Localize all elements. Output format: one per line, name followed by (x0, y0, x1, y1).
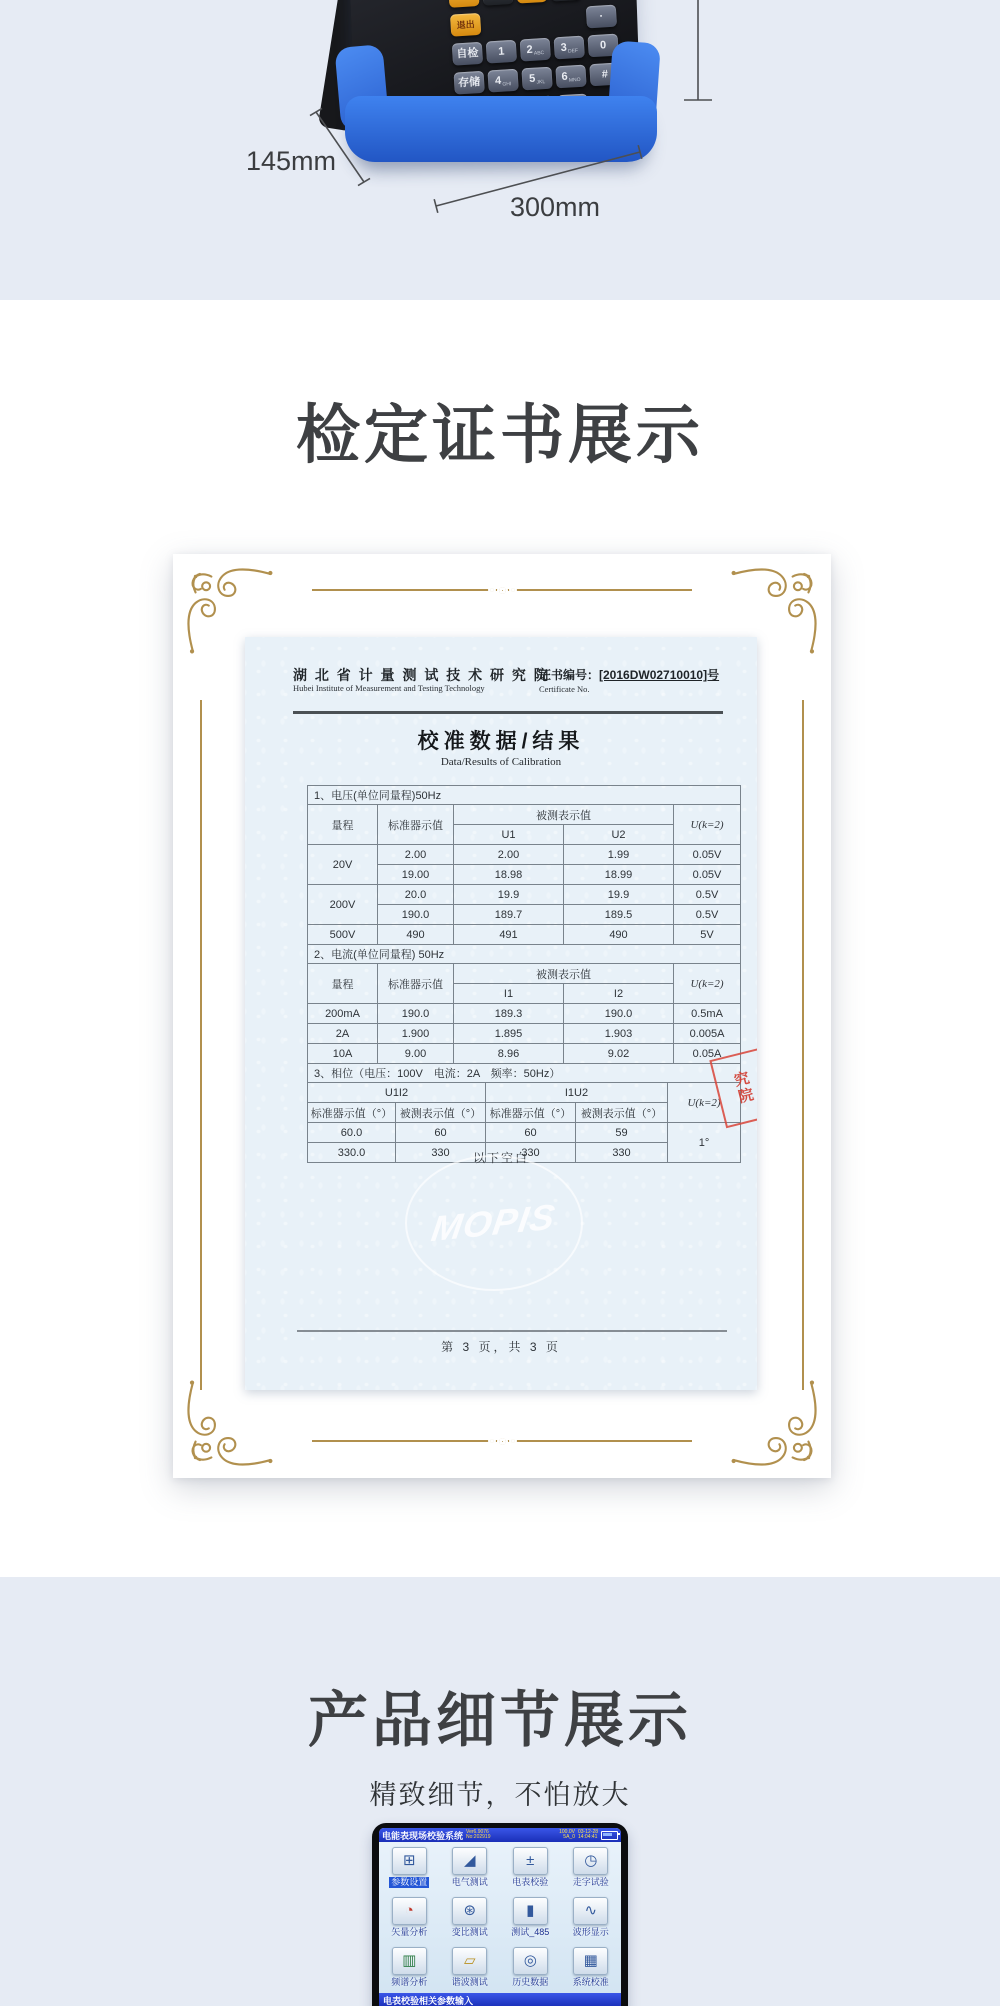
screen-app-title: 电能表现场校验系统 (382, 1830, 464, 1841)
document-title-en: Data/Results of Calibration (440, 756, 562, 768)
gold-side-line-left (200, 700, 202, 1390)
menu-item-5 (379, 1897, 440, 1938)
gear-folder-icon: ⊛ (452, 1897, 487, 1925)
screen-version: Ver6.9076 (466, 1829, 489, 1835)
menu-item-label: 电气测试 (451, 1876, 488, 1887)
calibration-tables (307, 785, 740, 1163)
screen-current: 5A_0 (563, 1834, 575, 1840)
certificate-section (0, 300, 1000, 1577)
certificate-number (539, 666, 719, 683)
menu-item-label: 参数设置 (391, 1876, 428, 1887)
phase-table: 3、相位（电压：100V 电流：2A 频率：50Hz） U1I2 I1U2 U(k=2) 标准器示值（°） 被测表示值（°） 标准器示值（°） 被测表示值（°） 60.0 60 60 59 1° 330.0 330 330 330 (307, 1063, 741, 1163)
menu-item-2 (440, 1847, 501, 1888)
watermark-seal (405, 1155, 583, 1291)
magnifier-icon: ◎ (513, 1947, 548, 1975)
menu-item-12 (561, 1947, 622, 1988)
menu-item-8 (561, 1897, 622, 1938)
key-存储: 存储 (454, 71, 485, 95)
screen-voltage: 100.0V (559, 1829, 575, 1835)
key-5: 5 JKL (521, 67, 552, 91)
certificate-card (173, 554, 831, 1478)
menu-item-label: 走字试验 (572, 1876, 609, 1887)
set-square-icon: ◢ (452, 1847, 487, 1875)
phone-icon: ▮ (513, 1897, 548, 1925)
screen-status-bar (379, 1828, 621, 1842)
menu-item-9 (379, 1947, 440, 1988)
width-dimension-label: 300mm (510, 192, 601, 222)
menu-item-3 (500, 1847, 561, 1888)
key-#: # (589, 62, 620, 86)
dimensions-photo-section (0, 0, 1000, 300)
corner-flourish-icon (185, 1380, 273, 1468)
screen-time: 14:04:41 (577, 1834, 598, 1840)
menu-item-label: 电表校验 (512, 1876, 549, 1887)
certificate-section-title: 检定证书展示 (296, 399, 704, 471)
certificate-number-value: [2016DW02710010]号 (599, 668, 720, 682)
key-退出: 退出 (450, 13, 481, 37)
height-dimension-label: 145mm (246, 146, 337, 176)
watermark-text: MOPIS (429, 1195, 559, 1250)
menu-item-10 (440, 1947, 501, 1988)
menu-item-label: 波形显示 (572, 1926, 609, 1937)
screen-measure-status (559, 1830, 575, 1840)
blank-below-note: 以下空白 (472, 1151, 529, 1165)
product-detail-section (0, 1577, 1000, 2006)
menu-item-11 (500, 1947, 561, 1988)
detail-section-subtitle: 精致细节，不怕放大 (369, 1780, 631, 1810)
menu-item-label: 测试_485 (511, 1926, 550, 1937)
meter-icon: ± (513, 1847, 548, 1875)
key-1: 1 (486, 40, 517, 64)
detail-section-title: 产品细节展示 (308, 1687, 692, 1754)
gold-divider-bottom (312, 1440, 692, 1442)
pie-chart-icon: ◔ (392, 1897, 427, 1925)
menu-item-4 (561, 1847, 622, 1888)
screen-hint-bar: 电表校验相关参数输入 (379, 1993, 621, 2006)
menu-item-1 (379, 1847, 440, 1888)
menu-item-label: 系统校准 (572, 1976, 609, 1987)
footer-rule (297, 1330, 727, 1332)
key-自检: 自检 (452, 42, 483, 66)
key-2: 2 ABC (520, 38, 551, 62)
document-title-cn: 校准数据/结果 (417, 730, 585, 753)
gold-side-line-right (802, 700, 804, 1390)
menu-item-label: 矢量分析 (391, 1926, 428, 1937)
key-6: 6 MNO (555, 65, 586, 89)
institute-name-cn: 湖 北 省 计 量 测 试 技 术 研 究 院 (293, 667, 550, 683)
certificate-number-en: Certificate No. (539, 684, 590, 694)
institute-name-en: Hubei Institute of Measurement and Testing Technology (293, 683, 485, 693)
corner-flourish-icon (731, 1380, 819, 1468)
menu-item-label: 变比测试 (451, 1926, 488, 1937)
key-4: 4 GHI (487, 69, 518, 93)
key-0: 0 (588, 34, 619, 58)
certificate-document (245, 637, 757, 1390)
screen-serial: No:202919 (466, 1834, 491, 1840)
voltage-table: 1、电压(单位同量程)50Hz 量程 标准器示值 被测表示值 U(k=2) U1 U2 20V 2.00 2.00 1.99 0.05V 19.00 18.98 18.99 0.05V 200V 20.0 19.9 19.9 0.5V 190.0 189.7 189.5 0.5V 500V 490 491 490 5V (307, 785, 741, 945)
clock-icon: ◷ (573, 1847, 608, 1875)
menu-item-label: 历史数据 (512, 1976, 549, 1987)
screen-menu-grid (379, 1842, 621, 1993)
menu-item-label: 谐波测试 (451, 1976, 488, 1987)
dimension-lines (0, 0, 1000, 300)
page-number-note: 第 3 页，共 3 页 (441, 1340, 561, 1354)
chip-icon: ▦ (573, 1947, 608, 1975)
menu-item-label: 频谱分析 (391, 1976, 428, 1987)
key-3: 3 DEF (554, 36, 585, 60)
certificate-number-label: 证书编号： (539, 668, 600, 682)
device-screen (379, 1828, 621, 2006)
screen-datetime (578, 1830, 598, 1840)
header-rule (293, 711, 723, 714)
battery-icon (601, 1831, 618, 1840)
gold-divider-top (312, 589, 692, 591)
key-·: · (586, 5, 617, 29)
menu-item-6 (440, 1897, 501, 1938)
tools-icon: ⊞ (392, 1847, 427, 1875)
screen-version-block (466, 1830, 490, 1840)
waveform-icon: ∿ (573, 1897, 608, 1925)
red-stamp-text: 究院 (730, 1069, 756, 1107)
device-screen-photo (372, 1823, 628, 2006)
bar-chart-icon: ▥ (392, 1947, 427, 1975)
menu-item-7 (500, 1897, 561, 1938)
folder-icon: ▱ (452, 1947, 487, 1975)
current-table: 2、电流(单位同量程) 50Hz 量程 标准器示值 被测表示值 U(k=2) I1 I2 200mA 190.0 189.3 190.0 0.5mA 2A 1.900 1.895 1.903 0.005A 10A 9.00 8.96 9.02 0.05A (307, 944, 741, 1064)
screen-date: 03-12-28 (577, 1829, 598, 1835)
